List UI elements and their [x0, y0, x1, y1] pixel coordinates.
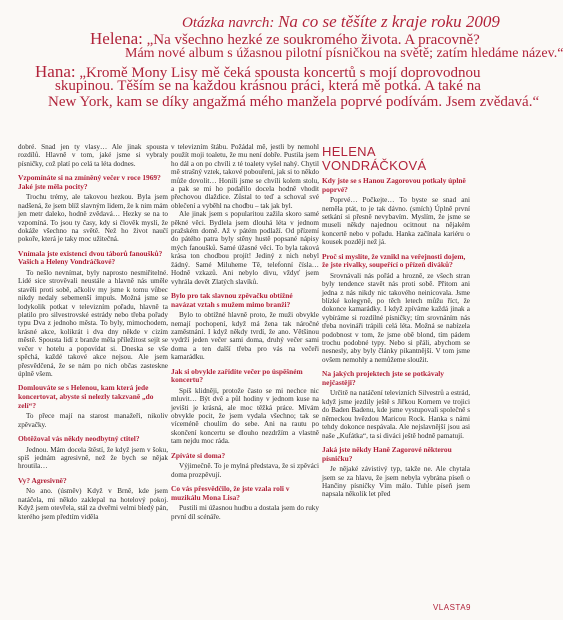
interview-question: Vzpomínáte si na zmíněný večer v roce 1969? Jaké jste měla pocity?	[18, 173, 161, 191]
interview-question: Jaká jste někdy Haně Zagorové některou písničku?	[322, 444, 452, 463]
interview-paragraph: Pustili mi úžasnou hudbu a dostala jsem do ruky první díl scénáře.	[171, 504, 319, 521]
interview-question: Bylo pro tak slavnou zpěvačku obtížné navázat vztah s mužem mimo branži?	[171, 290, 293, 309]
interview-paragraph: To přece mají na starost manažeři, nikoliv zpěvačky.	[18, 412, 168, 429]
interview-paragraph: Poprvé… Počkejte… To byste se snad ani neměla ptát, to je tak dávno. (smích) Úplně první setkání si přesně nevybavím. Myslím, že jsme se museli někdy najednou ocitnout na nějakém koncertě nebo v pořadu. Hanka začínala kariéru o kousek později než já.	[322, 196, 470, 247]
hana-name: Hana:	[35, 62, 76, 81]
interview-question: Kdy jste se s Hanou Zagorovou potkaly úplně poprvé?	[322, 176, 466, 194]
interview-paragraph: Ale jinak jsem s popularitou zažila skoro samé pěkné věci. Bydlela jsem dlouhá léta v jednom pražském domě. Až v pátém podlaží. Od přízemí do pátého patra byly stěny hustě popsané nápisy mých fanoušků. Samé úžasné věci. To byla taková krása ton chodbou projít! Jediný z nich nebyl žádný. Samé Miluheme Tě, telefonní čísla… Hodně vzkazů. Ani nebylo divu, vždyť jsem vyhrála devět Zlatých slavíků.	[171, 210, 319, 286]
interview-question: Obtěžoval vás někdy neodbytný ctitel?	[18, 433, 140, 443]
interview-question: Proč si myslíte, že vznikl na veřejnosti dojem, že jste rivalky, soupeřící o přízeň diváků?	[322, 251, 466, 270]
page-footer	[433, 603, 471, 612]
helena-quote-line2: Mám nové album s úžasnou pilotní písničkou na světě; zatím hledáme název.“	[125, 46, 563, 61]
interview-paragraph: Bylo to obtížné hlavně proto, že muži obvykle nemají pochopení, když má žena tak náročné zaměstnání. I když někdy tvrdí, že ano. Většinou vydrží jeden večer sami doma, druhý večer sami doma a ten další třeba pro vás na večeři kamarádku.	[171, 311, 319, 362]
interview-paragraph: Určitě na natáčení televizních Silvestrů a estrád, když jsme jezdily ještě s Jiřkou Kornem ve trojici do Baden Badenu, kde jsme vystupovali společně s německou hvězdou Maricou Rock. Hanka s námi tehdy dokonce nespávala. Ale nejslavnější jsou asi naše „Kufátka“, ta si diváci ještě hodně pamatují.	[322, 389, 470, 440]
interview-paragraph: To nešlo nevnímat, byly naprosto nesmiřitelné. Lidé sice strověvali neustále a hlavně nás uměle stavěli proti sobě, ačkoliv my jsme k tomu vůbec nikdy nedaly sebemenší impuls. Možná jsme se lodykolik potkat v televizním pořadu, hlavně ta platilo pro silvestrovské estrády nebo třeba pořady typu Dva z jednoho města. To byly, mimochodem, krásné akce, kolikrát i dva dny někde v cizím městě. Spousta lidí z branže měla příležitost sejít se večer v hotelu a popovídat si. Dneska se vše spěchá, každé takové akce nejsou. Ale jsem přesvědčená, že se nám po nich občas zastesknе úplně všem.	[18, 269, 168, 378]
interview-paragraph: Srovnávali nás pořád a hrozně, ze všech stran byly tendence stavět nás proti sobě. Přitom ani jedna z nás nikdy nic takového neinicovala. Jsme blízké kolegyně, po těch letech můžu říct, že dokonce kamarádky. I když zpíváme každá jinak a vybíráme si rozdílné písničky; tím srovnáním nás třeba novináři trápili celá léta. Možná se nabízela podobnost v tom, že jsme obě blond, tím pádem trochu podobné typy. Nebo si přáli, abychom se nesnesly, aby byly články pikantnější. V tom jsme ovšem nemohly a nemůžeme sloužit.	[322, 271, 470, 364]
column-3-body	[322, 177, 470, 499]
interview-question: Vnímala jste existenci dvou táborů fanoušků? Vašich a Heleny Vondráčkové?	[18, 248, 163, 267]
article-column-3	[322, 143, 470, 499]
hana-quote-line3: New York, kam se díky angažmá mého manžela poprvé podívám. Jsem zvědavá.“	[48, 94, 540, 110]
interview-paragraph: v televizním štábu. Požádal mě, jestli by nemohl použít moji toaletu, že mu není dobře. Pustila jsem ho dál a on po chvíli z té toalety vyšel nahý. Chytil mě strašný vztek, takové pobouření, jak si to někdo může dovolit… Honili jsme se chvíli kolem stolu, a pak se mi ho podařilo docela hodně vhodit přechovou dlaždice. Zůstal to teď a schoval své oblečení a vyběhl na chodbu – tak jak byl.	[171, 143, 319, 210]
hana-quote: „Kromě Mony Lisy mě čeká spousta koncertů s mojí doprovodnou	[79, 65, 481, 81]
magazine-name: VLASTA	[432, 603, 467, 612]
header-prompt	[182, 13, 500, 31]
interview-paragraph: Spíš klidněji, protože často se mi nechce nic mluvit… Být dvě a půl hodiny v jednom kuse na jevišti je krásná, ale moc těžká práce. Mívám obvykle pocit, že jsem vydala všechno; tak se víceméně choulím do sebe. Ani na rautu po skončení koncertu se dlouho nezdržím a vlastně tam nejdu moc ráda.	[171, 386, 319, 446]
interview-question: Jak si obvykle zařídíte večer po úspěšném koncertu?	[171, 366, 303, 385]
hana-quote-line2: skupinou. Těším se na každou krásnou práci, která mě potká. A také na	[55, 78, 481, 94]
article-header	[0, 0, 563, 148]
interview-paragraph: No ano. (úsměv) Když v Brně, kde jsem natáčela, mi někdo zaklepal na hotelový pokoj. Když jsem otevřela, stál za dveřmi velmi bledý pán, kterého jsem předtím viděla	[18, 487, 168, 521]
prompt-label: Otázka navrch:	[182, 15, 275, 31]
interview-question: Na jakých projektech jste se potkávaly nejčastěji?	[322, 369, 445, 387]
page-number: 9	[466, 603, 471, 612]
interviewee-name: HELENA VONDRÁČKOVÁ	[322, 144, 427, 173]
interview-question: Zpíváte si doma?	[171, 450, 226, 460]
prompt-question: Na co se těšíte z kraje roku 2009	[278, 12, 500, 31]
interview-paragraph: dobré. Snad jen ty vlasy… Ale jinak spousta rozdílů. Hlavně v tom, jaké jsme si vybraly písničky, což platí po celá ta léta dodnes.	[18, 143, 168, 168]
interview-paragraph: Trochu trémy, ale takovou hezkou. Byla jsem nadšená, že jsem blíž slavným lidem, že k nim mám jen metr daleko, hodně zvědavá… Hezky se na to vzpomíná. To jsou ty časy, kdy si člověk myslí, že dokáže všechno na světě. Než ho život naučí pokoře, která je taky moc užitečná.	[18, 193, 168, 244]
interview-question: Domlouváte se s Helenou, kam která jede koncertovat, abyste si nelezly takzvaně „do zelí“?	[18, 383, 154, 410]
interview-paragraph: Jednou. Mám docela štěstí, že když jsem v šoku, spíš jednám agresivně, než že bych se nějak hroutila…	[18, 445, 168, 471]
interview-paragraph: Výjimečně. To je mylná představa, že si zpěváci doma prozpěvují.	[171, 462, 319, 479]
article-column-1	[18, 143, 168, 521]
interview-paragraph: Je nějaké závistivý typ, takže ne. Ale chytala jsem se za hlavu, že jsem nebyla vybrána píseň o Hančiny písničky Vím málo. Tuhle píseň jsem napsala několik let před	[322, 465, 470, 499]
interview-question: Co vás přesvědčilo, že jste vzala roli v muzikálu Mona Lisa?	[171, 483, 290, 502]
interview-question: Vy? Agresivně?	[18, 475, 67, 485]
helena-quote: „Na všechno hezké ze soukromého života. A pracovně?	[146, 32, 480, 48]
helena-name: Helena:	[90, 29, 143, 48]
article-column-2	[171, 143, 319, 521]
